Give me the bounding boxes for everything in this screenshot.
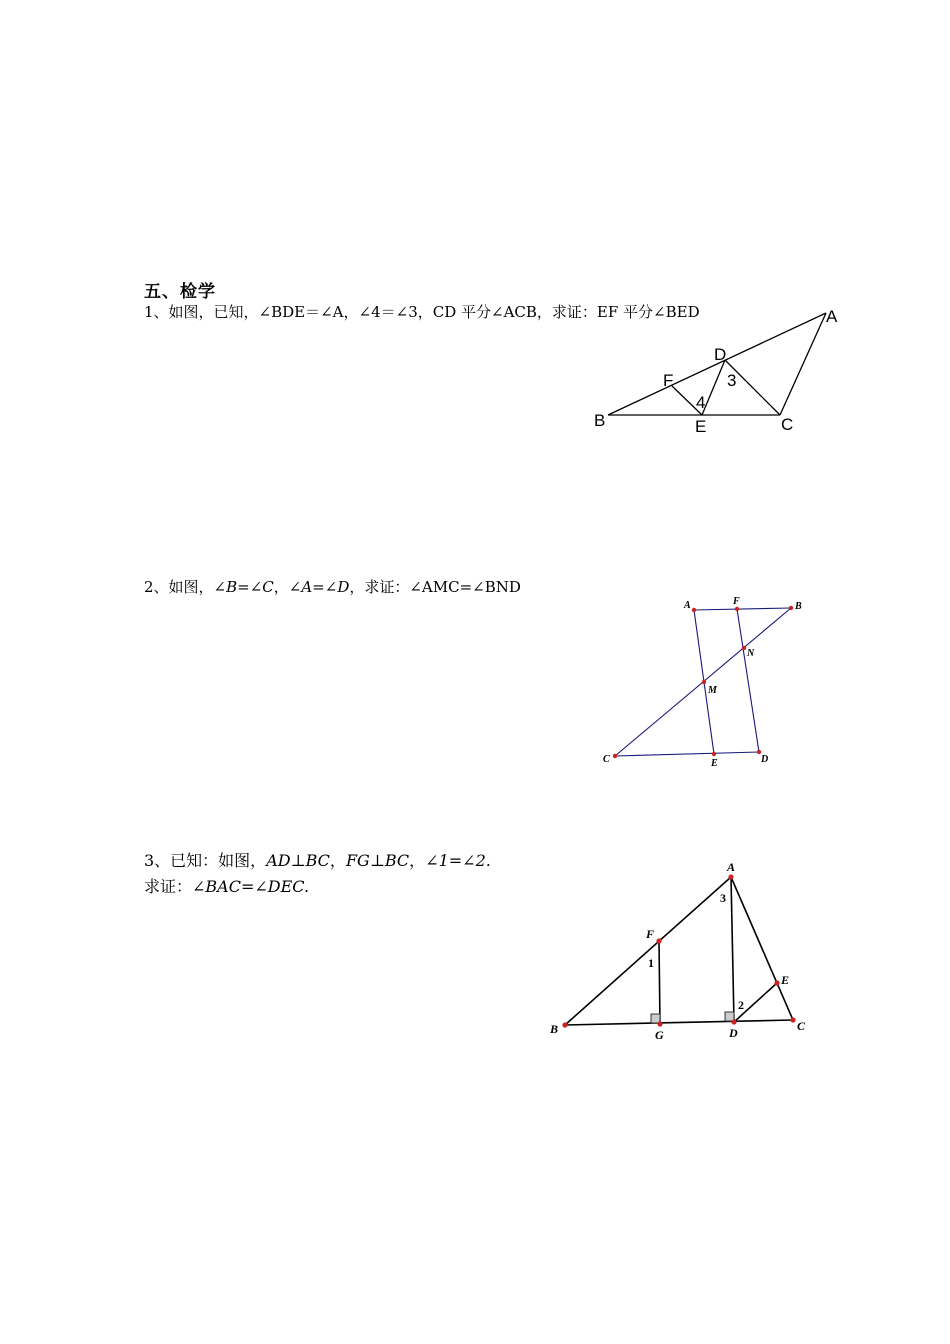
point-N <box>742 646 746 650</box>
problem-2-suffix: ，求证：∠AMC=∠BND <box>349 578 521 596</box>
point-B <box>789 606 793 610</box>
right-angle-mark-G <box>651 1014 660 1023</box>
label-D: D <box>714 345 727 364</box>
point-D <box>731 1019 736 1024</box>
label-angle-1: 1 <box>648 956 654 970</box>
problem-3-figure <box>540 855 830 1055</box>
label-angle-2: 2 <box>738 998 744 1012</box>
problem-3-line-1 <box>144 848 491 874</box>
problem-3-cond-3: ∠1=∠2. <box>425 851 491 870</box>
problem-2-text <box>144 575 521 599</box>
problem-3-prove-cond: ∠BAC=∠DEC. <box>192 877 310 896</box>
segment-BA <box>565 877 731 1025</box>
point-M <box>702 680 706 684</box>
label-A: A <box>826 307 838 326</box>
label-M: M <box>708 685 717 696</box>
label-B: B <box>594 411 606 430</box>
right-angle-mark-D <box>725 1012 734 1021</box>
problem-2-prefix: 2、如图， <box>144 578 214 596</box>
problem-3-cond-2: FG⊥BC <box>345 851 410 870</box>
problem-2-sep-1: ， <box>273 578 289 596</box>
label-E: E <box>711 758 718 769</box>
segment-AC <box>780 313 826 415</box>
label-angle-4: 4 <box>696 393 706 412</box>
segment-FD <box>737 609 759 752</box>
point-E <box>774 980 779 985</box>
segment-FG <box>659 941 660 1024</box>
label-E: E <box>781 973 790 987</box>
segment-CD <box>615 752 759 756</box>
label-A: A <box>727 860 736 874</box>
label-F: F <box>646 927 655 941</box>
segment-AD <box>731 877 734 1022</box>
segment-BA <box>608 313 826 415</box>
point-G <box>657 1021 662 1026</box>
problem-2-cond-2: ∠A=∠D <box>288 578 350 596</box>
label-E: E <box>695 417 707 436</box>
problem-3-prefix: 3、已知：如图， <box>144 851 267 870</box>
label-D: D <box>729 1026 738 1040</box>
label-C: C <box>603 754 610 765</box>
segment-AB <box>694 608 791 610</box>
label-B: B <box>550 1022 559 1036</box>
label-F: F <box>733 596 740 607</box>
label-N: N <box>747 648 755 659</box>
point-B <box>562 1022 567 1027</box>
problem-3-cond-1: AD⊥BC <box>266 851 330 870</box>
problem-2-figure <box>600 595 820 775</box>
problem-3-line-2 <box>144 874 491 900</box>
label-angle-3: 3 <box>727 371 737 390</box>
point-F <box>735 607 739 611</box>
point-F <box>656 938 661 943</box>
problem-3-sep-2: ， <box>409 851 426 870</box>
problem-3-sep-1: ， <box>329 851 346 870</box>
point-A <box>728 874 733 879</box>
label-angle-3: 3 <box>720 891 726 905</box>
point-E <box>712 752 716 756</box>
label-G: G <box>655 1028 664 1042</box>
problem-2-cond-1: ∠B=∠C <box>213 578 274 596</box>
problem-1-figure <box>590 300 850 440</box>
problem-3-text <box>144 848 491 900</box>
section-title: 五、检学 <box>144 282 216 302</box>
label-B: B <box>795 601 802 612</box>
point-C <box>790 1017 795 1022</box>
label-C: C <box>797 1019 806 1033</box>
label-F: F <box>663 371 674 390</box>
segment-BC <box>565 1020 793 1025</box>
label-D: D <box>761 754 769 765</box>
label-C: C <box>781 415 794 434</box>
point-A <box>692 608 696 612</box>
point-C <box>613 754 617 758</box>
label-A: A <box>684 600 691 611</box>
problem-1-text: 1、如图，已知，∠BDE＝∠A，∠4＝∠3，CD 平分∠ACB，求证：EF 平分∠BED <box>144 303 700 321</box>
problem-3-prove-prefix: 求证： <box>144 877 193 896</box>
